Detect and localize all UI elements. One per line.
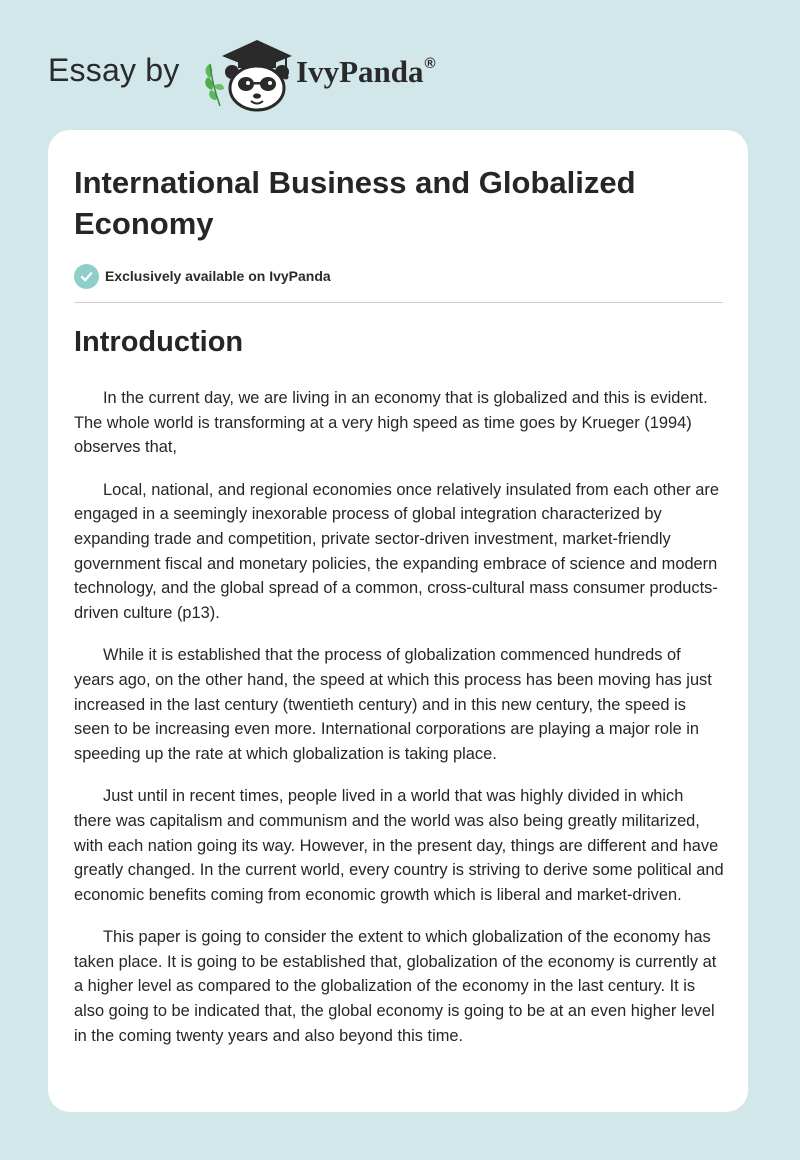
paragraph: This paper is going to consider the extent to which globalization of the economy has taken place. It is going to be established that, globalization of the economy is currently at a higher level as compared to the globalization of the economy in the last century. It is also going to be indicated that, the global economy is going to be at an even higher level in the coming twenty years and also beyond this time. (74, 928, 717, 1045)
brand-name[interactable]: IvyPanda® (296, 54, 436, 89)
panda-graduate-icon[interactable] (202, 34, 294, 112)
section-heading-introduction: Introduction (74, 326, 244, 358)
title-divider (74, 302, 723, 303)
paragraph: In the current day, we are living in an economy that is globalized and this is evident. The whole world is transforming at a very high speed as time goes by Krueger (1994) observes that, (74, 389, 708, 457)
essay-by-label: Essay by (48, 52, 180, 88)
article-card (48, 130, 748, 1112)
ivy-leaf-icon (205, 64, 224, 106)
exclusive-label: Exclusively available on IvyPanda (105, 268, 331, 284)
check-icon (74, 264, 99, 289)
site-header (48, 30, 528, 110)
article-title: International Business and Globalized Economy (74, 165, 636, 241)
registered-mark: ® (424, 55, 436, 72)
paragraph: While it is established that the process of globalization commenced hundreds of years ago, on the other hand, the speed at which this process has been moving has just increased in the last century (twentieth century) and in this new century, the speed is seen to be increasing even more. International corporations are playing a major role in speeding up the rate at which globalization is taking place. (74, 646, 712, 763)
article-body (74, 386, 724, 1066)
exclusive-badge (74, 263, 331, 289)
paragraph: Just until in recent times, people lived in a world that was highly divided in which there was capitalism and communism and the world was also being greatly militarized, with each nation going its way. However, in the present day, things are different and have greatly changed. In the current world, every country is striving to derive some political and economic benefits coming from economic growth which is liberal and market-driven. (74, 787, 724, 904)
paragraph-quote: Local, national, and regional economies once relatively insulated from each other are engaged in a seemingly inexorable process of global integration characterized by expanding trade and competition, private sector-driven investment, market-friendly government fiscal and monetary policies, the expanding embrace of science and modern technology, and the global spread of a common, cross-cultural mass consumer products-driven culture (p13). (74, 480, 719, 622)
